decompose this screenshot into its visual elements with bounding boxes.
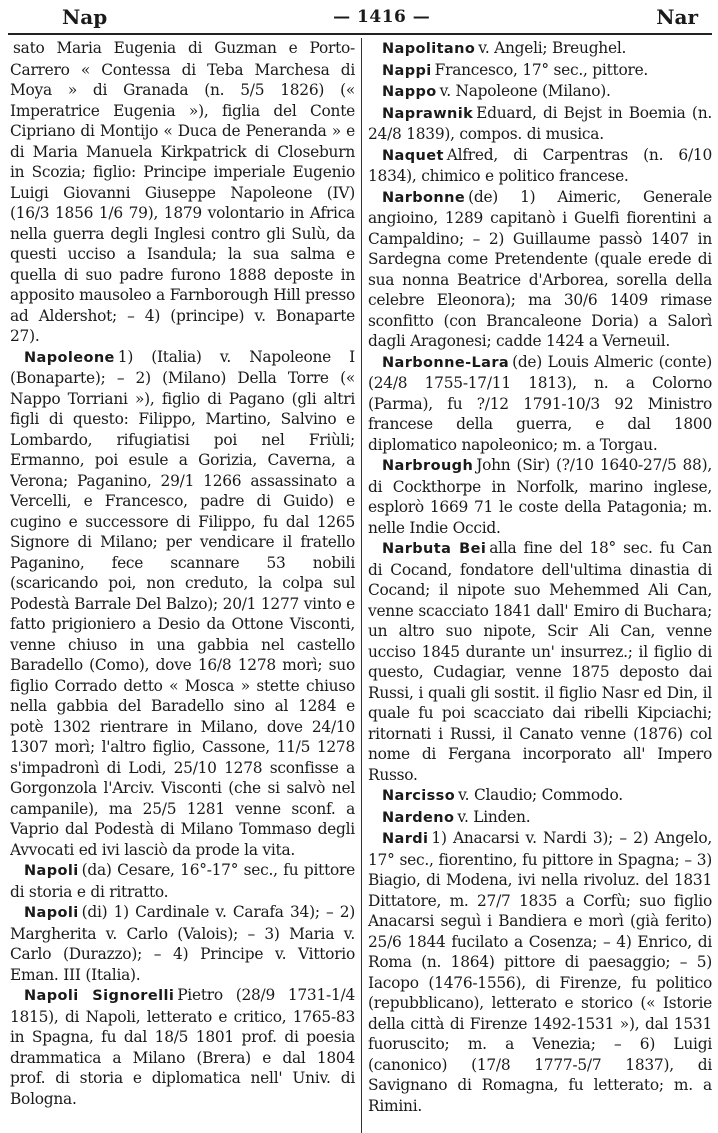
entry <box>10 985 355 1109</box>
left-column <box>10 38 361 1133</box>
entry <box>368 60 712 82</box>
entry-text: v. Claudio; Commodo. <box>458 786 623 804</box>
entry-text: John (Sir) (?/10 1640-27/5 88), di Cockthorpe in Norfolk, marino inglese, esplorò 1669 71 le coste della Patagonia; m. nelle Indie Occid. <box>368 456 712 537</box>
header-right-guide-word: Nar <box>656 5 698 29</box>
entry-text: sato Maria Eugenia di Guzman e Porto-Carrero « Contessa di Teba Marchesa di Moya » di Granada (n. 5/5 1826) (« Imperatrice Eugenia »), figlia del Conte Cipriano di Montijo « Duca de Peneranda » e di Maria Manuela Kirkpatrick di Closeburn in Scozia; figlio: Principe imperiale Eugenio Luigi Giovanni Giuseppe Napoleone (IV) (16/3 1856 1/6 79), 1879 volontario in Africa nella guerra degli Inglesi contro gli Sulù, da questi ucciso a Isandula; la sua salma e quella di suo padre furono 1888 deposte in apposito mausoleo a Farnborough Hill presso ad Aldershot; – 4) (principe) v. Bonaparte 27). <box>10 39 355 345</box>
entry-headword: Narcisso <box>382 788 456 804</box>
entry-headword: Naquet <box>382 147 444 164</box>
entry <box>368 145 712 187</box>
page-number: — 1416 — <box>333 7 431 27</box>
entry <box>368 81 712 103</box>
entry <box>10 902 355 985</box>
entry <box>368 828 712 1116</box>
entry-text: v. Angeli; Breughel. <box>478 39 627 57</box>
entry-headword: Narbonne-Lara <box>382 354 510 371</box>
entry <box>368 785 712 807</box>
entry-headword: Narbuta Bei <box>382 541 487 557</box>
entry-headword: Nardeno <box>382 809 455 826</box>
text-columns <box>10 38 712 1133</box>
entry-headword: Napoli <box>24 905 79 921</box>
entry-text: (de) 1) Aimeric, Generale angioino, 1289 capitanò i Guelfi fiorentini a Campaldino; – 2) Guillaume passò 1407 in Sardegna come Pretendente (quale erede di sua nonna Beatrice d'Arborea, sorella della celebre Eleonora); ma 30/6 1409 rimase sconfitto (con Brancaleone Doria) a Salorì dagli Aragonesi; cadde 1424 a Verneuil. <box>368 187 712 350</box>
entry-headword: Naprawnik <box>382 105 474 122</box>
entry <box>368 455 712 538</box>
entry-text: v. Linden. <box>457 807 531 826</box>
entry-text: Pietro (28/9 1731-1/4 1815), di Napoli, letterato e critico, 1765-83 in Spagna, fu dal 18/5 1801 prof. di poesia drammatica a Milano (Brera) e dal 1804 prof. di storia e diplomatica nell' Univ. di Bologna. <box>10 986 355 1108</box>
entry-text: (di) 1) Cardinale v. Carafa 34); – 2) Margherita v. Carlo (Valois); – 3) Maria v. Carlo (Durazzo); – 4) Principe v. Vittorio Eman. III (Italia). <box>10 903 355 984</box>
page-header <box>0 2 718 32</box>
right-column <box>361 38 712 1133</box>
entry-headword: Narbrough <box>382 458 474 474</box>
entry-headword: Napolitano <box>382 41 476 57</box>
entry-text: Alfred, di Carpentras (n. 6/10 1834), chimico e politico francese. <box>368 145 712 185</box>
entry-text: v. Napoleone (Milano). <box>439 82 611 100</box>
entry <box>10 38 355 347</box>
entry-headword: Napoli <box>24 863 79 879</box>
entry-headword: Nardi <box>382 831 429 847</box>
entry <box>368 38 712 60</box>
entry-text: (da) Cesare, 16°-17° sec., fu pittore di storia e di ritratto. <box>10 861 355 901</box>
entry <box>368 538 712 785</box>
entry-text: 1) (Italia) v. Napoleone I (Bonaparte); – 2) (Milano) Della Torre (« Nappo Torriani »), figlio di Pagano (gli altri figli di questo: Filippo, Martino, Salvino e Lombardo, rifugiatisi poi nel Friùli; Ermanno, poi esule a Gorizia, Caverna, a Verona; Paganino, 29/1 1266 assassinato a Vercelli, e Francesco, padre di Guido) e cugino e successore di Filippo, fu dal 1265 Signore di Milano; per vendicare il fratello Paganino, fece scannare 53 nobili (scaricando poi, non creduto, la colpa sul Podestà Barrale Del Balzo); 20/1 1277 vinto e fatto prigioniero a Desio da Ottone Visconti, venne chiuso in una gabbia nel castello Baradello (Como), dove 16/8 1278 morì; suo figlio Corrado detto « Mosca » stette chiuso nella gabbia del Baradello sino al 1284 e potè 1302 rientrare in Milano, dove 24/10 1307 morì; l'altro figlio, Cassone, 11/5 1278 s'impadronì di Lodi, 25/10 1278 sconfisse a Gorgonzola l'Arciv. Visconti (che si salvò nel campanile), ma 25/5 1281 venne sconf. a Vaprio dal Podestà di Milano Tommaso degli Avvocati ed ivi lasciò da prode la vita. <box>10 347 355 859</box>
entry-text: Eduard, di Bejst in Boemia (n. 24/8 1839), compos. di musica. <box>368 103 712 143</box>
entry <box>368 352 712 456</box>
entry <box>10 860 355 902</box>
entry <box>368 187 712 352</box>
entry-headword: Nappi <box>382 62 432 79</box>
header-rule <box>8 33 712 35</box>
entry-text: alla fine del 18° sec. fu Can di Cocand, fondatore dell'ultima dinastia di Cocand; il nipote suo Mehemmed Ali Can, venne scacciato 1841 dall' Emiro di Buchara; un altro suo nipote, Scir Ali Can, venne ucciso 1845 durante un' insurrez.; il figlio di questo, Cudagiar, venne 1875 deposto dai Russi, i quali gli sostit. il figlio Nasr ed Din, il quale fu poi scacciato dai ribelli Kipciachi; ritornati i Russi, il Canato venne (1876) col nome di Fergana incorporato all' Impero Russo. <box>368 539 712 784</box>
header-left-guide-word: Nap <box>62 5 108 29</box>
entry <box>368 103 712 145</box>
entry-headword: Napoleone <box>24 349 115 366</box>
entry-headword: Nappo <box>382 84 437 100</box>
entry-headword: Napoli Signorelli <box>24 988 175 1004</box>
entry-text: Francesco, 17° sec., pittore. <box>434 60 649 79</box>
entry-text: (de) Louis Almeric (conte) (24/8 1755-17/11 1813), n. a Colorno (Parma), fu ?/12 1791-10/3 92 Ministro francese della guerra, e dal 1800 diplomatico napoleonico; m. a Torgau. <box>368 352 712 454</box>
entry-text: 1) Anacarsi v. Nardi 3); – 2) Angelo, 17° sec., fiorentino, fu pittore in Spagna; – 3) Biagio, di Modena, ivi nella rivoluz. del 1831 Dittatore, m. 27/7 1835 a Corfù; suo figlio Anacarsi seguì i Bandiera e morì (già ferito) 25/6 1844 fucilato a Cosenza; – 4) Enrico, di Roma (n. 1864) pittore di paesaggio; – 5) Iacopo (1476-1556), di Firenze, fu politico (repubblicano), letterato e storico (« Istorie della città di Firenze 1492-1531 »), dal 1531 fuoruscito; m. a Venezia; – 6) Luigi (canonico) (17/8 1777-5/7 1837), di Savignano di Romagna, fu letterato; m. a Rimini. <box>368 829 712 1115</box>
entry <box>368 807 712 829</box>
entry <box>10 347 355 861</box>
entry-headword: Narbonne <box>382 189 466 206</box>
